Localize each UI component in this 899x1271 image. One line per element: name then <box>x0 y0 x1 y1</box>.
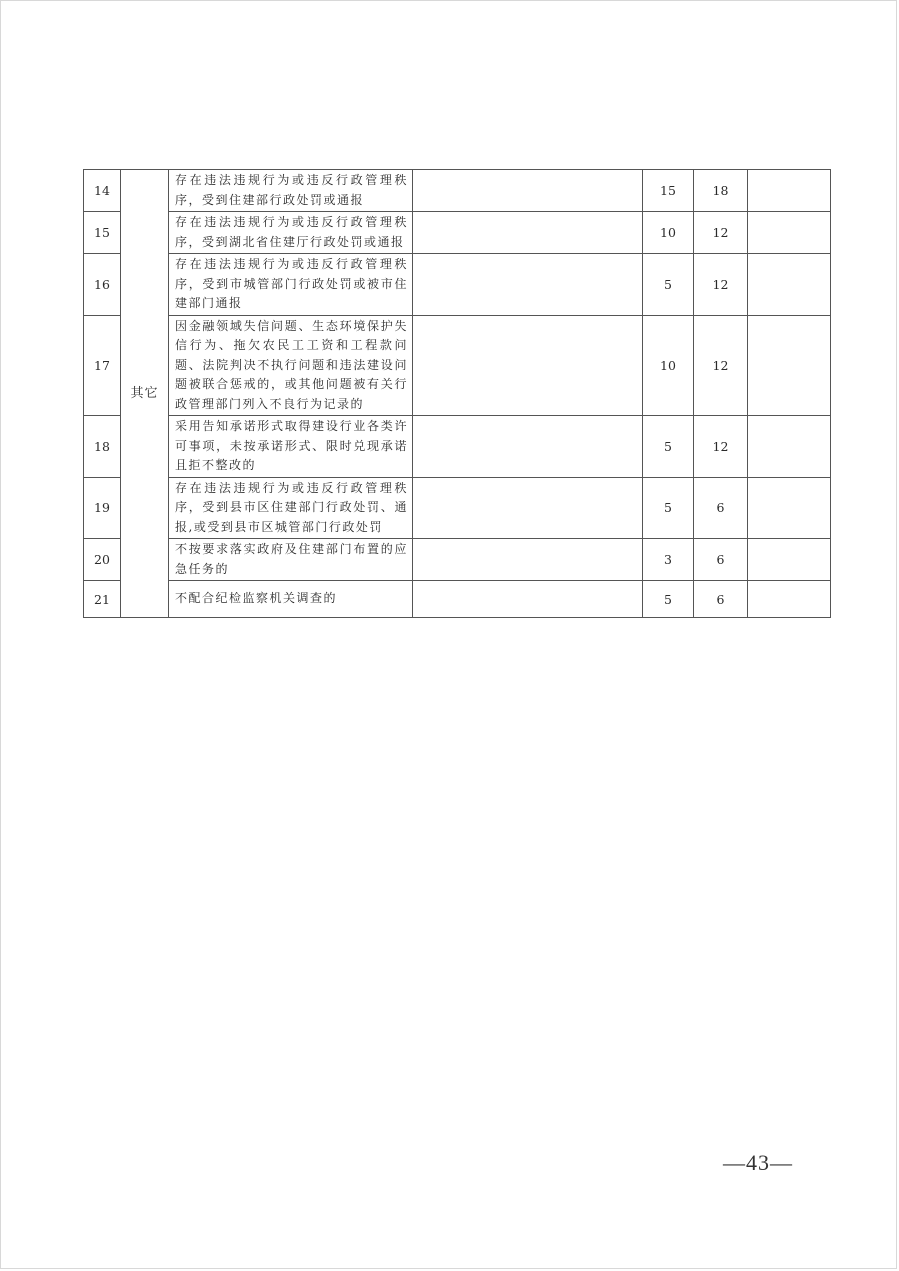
row-number: 14 <box>84 170 121 212</box>
row-basis <box>413 581 643 618</box>
row-description: 采用告知承诺形式取得建设行业各类许可事项，未按承诺形式、限时兑现承诺且拒不整改的 <box>169 416 413 478</box>
row-description: 不配合纪检监察机关调查的 <box>169 581 413 618</box>
table-row <box>84 581 831 618</box>
row-basis <box>413 254 643 316</box>
row-score-b: 18 <box>694 170 748 212</box>
row-number: 20 <box>84 539 121 581</box>
row-score-b: 12 <box>694 416 748 478</box>
table-row <box>84 170 831 212</box>
row-description: 不按要求落实政府及住建部门布置的应急任务的 <box>169 539 413 581</box>
row-score-a: 15 <box>643 170 694 212</box>
credit-deduction-table <box>83 169 831 618</box>
row-score-b: 12 <box>694 254 748 316</box>
row-basis <box>413 212 643 254</box>
row-number: 15 <box>84 212 121 254</box>
row-score-b: 12 <box>694 212 748 254</box>
table-row <box>84 416 831 478</box>
row-note <box>748 170 831 212</box>
row-score-b: 12 <box>694 315 748 416</box>
table-row <box>84 315 831 416</box>
row-score-a: 5 <box>643 254 694 316</box>
table-row <box>84 254 831 316</box>
row-number: 16 <box>84 254 121 316</box>
row-basis <box>413 477 643 539</box>
row-note <box>748 539 831 581</box>
row-note <box>748 581 831 618</box>
row-score-b: 6 <box>694 581 748 618</box>
row-description: 存在违法违规行为或违反行政管理秩序，受到住建部行政处罚或通报 <box>169 170 413 212</box>
row-basis <box>413 315 643 416</box>
row-number: 17 <box>84 315 121 416</box>
row-number: 18 <box>84 416 121 478</box>
row-description: 存在违法违规行为或违反行政管理秩序，受到县市区住建部门行政处罚、通报,或受到县市区城管部门行政处罚 <box>169 477 413 539</box>
row-note <box>748 477 831 539</box>
row-basis <box>413 416 643 478</box>
table-row <box>84 477 831 539</box>
row-score-a: 5 <box>643 477 694 539</box>
row-description: 存在违法违规行为或违反行政管理秩序，受到市城管部门行政处罚或被市住建部门通报 <box>169 254 413 316</box>
row-score-a: 10 <box>643 212 694 254</box>
row-description: 因金融领域失信问题、生态环境保护失信行为、拖欠农民工工资和工程款问题、法院判决不执行问题和违法建设问题被联合惩戒的，或其他问题被有关行政管理部门列入不良行为记录的 <box>169 315 413 416</box>
row-number: 21 <box>84 581 121 618</box>
row-score-a: 5 <box>643 416 694 478</box>
row-number: 19 <box>84 477 121 539</box>
row-note <box>748 416 831 478</box>
row-score-a: 3 <box>643 539 694 581</box>
category-cell: 其它 <box>121 170 169 618</box>
row-score-b: 6 <box>694 477 748 539</box>
table-row <box>84 539 831 581</box>
row-score-b: 6 <box>694 539 748 581</box>
row-description: 存在违法违规行为或违反行政管理秩序，受到湖北省住建厅行政处罚或通报 <box>169 212 413 254</box>
row-basis <box>413 170 643 212</box>
row-basis <box>413 539 643 581</box>
row-note <box>748 315 831 416</box>
row-note <box>748 212 831 254</box>
row-score-a: 5 <box>643 581 694 618</box>
table-row <box>84 212 831 254</box>
row-note <box>748 254 831 316</box>
page-number: —43— <box>723 1150 793 1175</box>
row-score-a: 10 <box>643 315 694 416</box>
